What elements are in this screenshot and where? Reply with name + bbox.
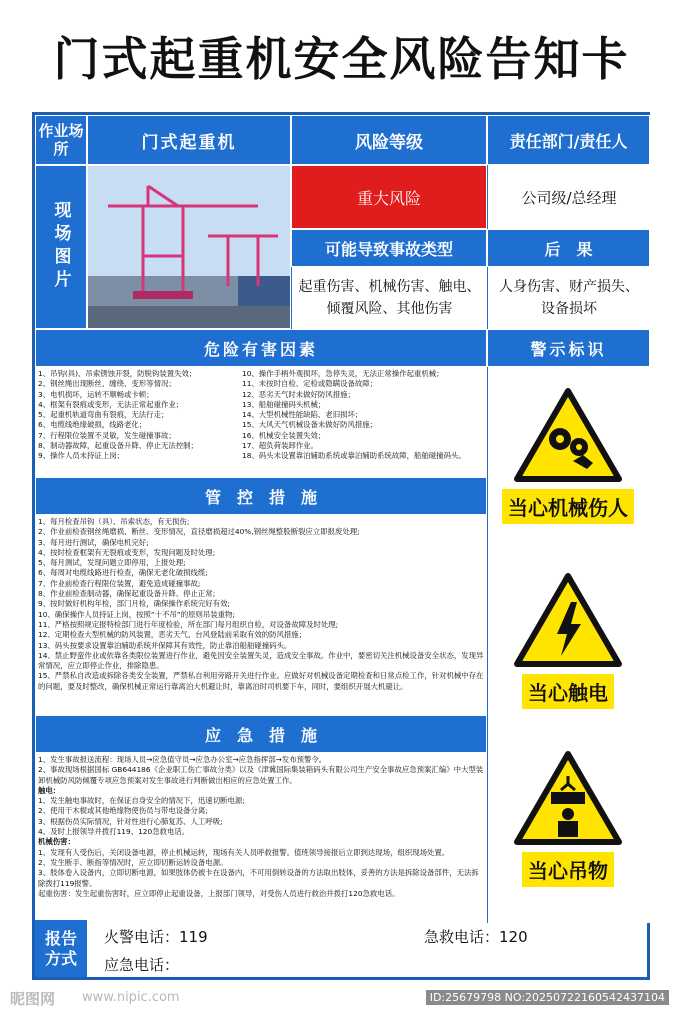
site-photo-label [35, 165, 87, 329]
emergency-title: 应 急 措 施 [35, 715, 487, 753]
consequence-value: 人身伤害、财产损失、设备损坏 [487, 267, 650, 329]
ambulance-phone-number: 120 [499, 928, 528, 946]
accident-type-label: 可能导致事故类型 [291, 229, 487, 267]
list-item: 3、根据伤员实际情况，针对性进行心肺复苏、人工呼吸; [38, 816, 223, 826]
electric-shock-icon [513, 572, 623, 668]
list-item: 6、电缆线绝缘破损，线路老化； [38, 420, 147, 430]
list-item: 3、肢体卷入设备内，立即切断电源，如果肢体仍被卡在设备内，不可用倒转设备的方法取出肢体，妥善的方法是拆除设备部件，无法拆除拨打119报警。 [38, 868, 479, 888]
list-item: 14、大型机械性能缺陷、老旧损坏； [242, 410, 363, 420]
emergency-phone-label: 应急电话： [104, 956, 180, 974]
list-item: 1、发生触电事故时，在保证自身安全的情况下，迅速切断电源; [38, 796, 245, 806]
list-item: 11、严格按照规定报特检部门进行年度检验，所在部门每月组织自检，对设备故障及时处理; [38, 619, 339, 629]
list-item: 8、作业前检查制动器，确保起重设备升降、停止正常; [38, 589, 216, 599]
report-label: 报告方式 [35, 920, 87, 977]
list-item: 10、操作手柄外观损坏，急停失灵，无法正常操作起重机械； [242, 369, 444, 378]
list-item: 12、恶劣天气时未做好防风措施； [242, 389, 355, 399]
consequence-label: 后 果 [487, 229, 650, 267]
fire-phone [104, 926, 208, 947]
controls-title: 管 控 措 施 [35, 477, 487, 515]
hazards-title: 危险有害因素 [35, 329, 487, 367]
warning-signs-column [487, 367, 651, 923]
list-item: 9、按时做好机构年检，部门月检，确保操作系统完好有效; [38, 599, 230, 609]
list-item: 15、严禁私自改造或拆除各类安全装置，严禁私自利用旁路开关进行作业。应做好对机械设备定期检查和日常点检工作，针对机械中存在的问题，要及时整改，确保机械正常运行靠离泊大机避让时，靠离泊时司机要下车，同时，要组织开展大机避让。 [38, 671, 484, 691]
list-item: 3、每月进行测试，确保电机完好; [38, 537, 149, 547]
list-item: 2、事故现场根据国标 GB644186《企业职工伤亡事故分类》以及《津冀国际集装箱码头有限公司生产安全事故应急预案汇编》中大型装卸机械防风防倾覆专项应急预案对发生事故进行判断做出相应的应急处置工作。 [38, 765, 484, 785]
warning-label-electric: 当心触电 [522, 674, 614, 709]
machinery-hazard-icon [513, 387, 623, 483]
emergency-list [35, 753, 487, 923]
warning-sign-suspended-load [488, 750, 648, 887]
warning-sign-machinery [488, 387, 648, 524]
list-item: 13、船舶碰撞码头机械； [242, 399, 326, 409]
list-item: 15、大风天气机械设备未做好防风措施； [242, 420, 378, 430]
hazards-left-list [35, 367, 239, 477]
list-item: 1、发现有人受伤后，关闭设备电源，停止机械运转，现场有关人员呼救报警。值班领导接报后立即到达现场，组织现场处置。 [38, 847, 450, 857]
responsible-value: 公司级/总经理 [487, 165, 650, 229]
list-item: 7、行程限位装置不灵敏，发生碰撞事故； [38, 430, 176, 440]
list-item: 2、使用干木棍或其他绝缘物使伤员与带电设备分离; [38, 806, 208, 816]
list-item: 4、按时检查框架有无裂痕或变形，发现问题及时处理; [38, 547, 216, 557]
list-item: 3、电机损坏，运转不顺畅或卡顿； [38, 389, 154, 399]
warning-sign-electric [488, 572, 648, 709]
workplace-label: 作业场所 [35, 115, 87, 165]
ambulance-phone [424, 926, 528, 947]
list-item: 8、制动器故障，起重设备升降、停止无法控制； [38, 441, 198, 451]
risk-level-label: 风险等级 [291, 115, 487, 165]
watermark-id: ID:25679798 NO:20250722160542437104 [426, 990, 669, 1005]
watermark-site: www.nipic.com [82, 990, 180, 1005]
list-item: 14、禁止野蛮作业或依靠各类限位装置进行作业，避免因安全装置失灵，造成安全事故。作业中，要密切关注机械设备安全状态，发现异常情况，应立即停止作业，排除隐患。 [38, 650, 484, 671]
list-item: 18、码头未设置靠泊辅助系统或靠泊辅助系统故障，船舶碰撞码头。 [242, 451, 466, 461]
list-item: 9、操作人员未持证上岗； [38, 451, 125, 461]
crane-photo-illustration [88, 166, 290, 328]
list-item: 7、作业前检查行程限位装置，避免造成碰撞事故; [38, 578, 201, 588]
ambulance-phone-label: 急救电话： [424, 928, 500, 946]
fire-phone-label: 火警电话： [104, 928, 180, 946]
fire-phone-number: 119 [179, 928, 208, 946]
warning-label-machinery: 当心机械伤人 [502, 489, 634, 524]
page-title: 门式起重机安全风险告知卡 [53, 32, 630, 86]
list-item: 12、定期检查大型机械的防风装置，恶劣天气、台风登陆前采取有效的防风措施； [38, 630, 307, 640]
list-item: 2、发生断手、断指等情况时，应立即切断运转设备电源。 [38, 857, 228, 867]
hazards-right-list [239, 367, 487, 477]
list-item: 4、及时上报领导并拨打119、120急救电话。 [38, 827, 190, 837]
list-item: 1、每月检查吊钩（具）、吊索状态，有无损伤; [38, 517, 190, 526]
list-item: 16、机械安全装置失效； [242, 430, 326, 440]
watermark-bar [0, 984, 683, 1024]
list-item: 17、超负荷装卸作业。 [242, 441, 318, 451]
report-section [32, 920, 650, 980]
site-photo-label-text: 现场图片 [50, 201, 71, 293]
watermark-brand: 昵图网 [10, 990, 56, 1008]
suspended-load-icon [513, 750, 623, 846]
warning-label-suspended-load: 当心吊物 [522, 852, 614, 887]
site-photo [87, 165, 291, 329]
emergency-phone [104, 954, 179, 975]
list-item: 11、未按时自检、定检或隐瞒设备故障； [242, 379, 378, 389]
list-item: 13、码头按要求设置靠泊辅助系统并保障其有效性，防止靠泊船舶碰撞码头。 [38, 640, 292, 650]
responsible-label: 责任部门/责任人 [487, 115, 650, 165]
controls-list [35, 515, 487, 715]
list-item: 2、钢丝绳出现断丝、缠绕、变形等情况； [38, 379, 176, 389]
list-item: 10、确保操作人员持证上岗，按照“十不吊”的原则吊装重物; [38, 609, 235, 619]
risk-card [32, 112, 650, 980]
list-item: 5、起重机轨道弯曲有裂痕，无法行走； [38, 410, 169, 420]
list-heading: 触电： [38, 785, 61, 795]
list-heading: 机械伤害： [38, 837, 75, 847]
list-item: 6、每周对电缆线路进行检查，确保无老化破损线缆; [38, 568, 208, 578]
list-item: 4、框架有裂痕或变形，无法正常起重作业； [38, 399, 184, 409]
list-item: 1、发生事故报送流程：现场人员→应急值守员→应急办公室→应急指挥部→发布预警令。 [38, 755, 327, 764]
list-item: 5、每月测试，发现问题立即停用，上报处理; [38, 558, 186, 568]
workplace-value: 门式起重机 [87, 115, 291, 165]
warning-title: 警示标识 [487, 329, 650, 367]
list-item: 2、作业前检查钢丝绳磨损、断丝、变形情况，直径磨损超过40%,钢丝绳整股断裂应立即报废处理; [38, 527, 360, 537]
list-item: 1、吊钩(具)、吊索锈蚀开裂，防脱钩装置失效； [38, 369, 197, 378]
accident-type-value: 起重伤害、机械伤害、触电、倾覆风险、其他伤害 [291, 267, 487, 329]
list-item: 起重伤害：发生起重伤害时，应立即停止起重设备，上报部门领导，对受伤人员进行救治并拨打120急救电话。 [38, 888, 400, 898]
risk-level-value: 重大风险 [291, 165, 487, 229]
